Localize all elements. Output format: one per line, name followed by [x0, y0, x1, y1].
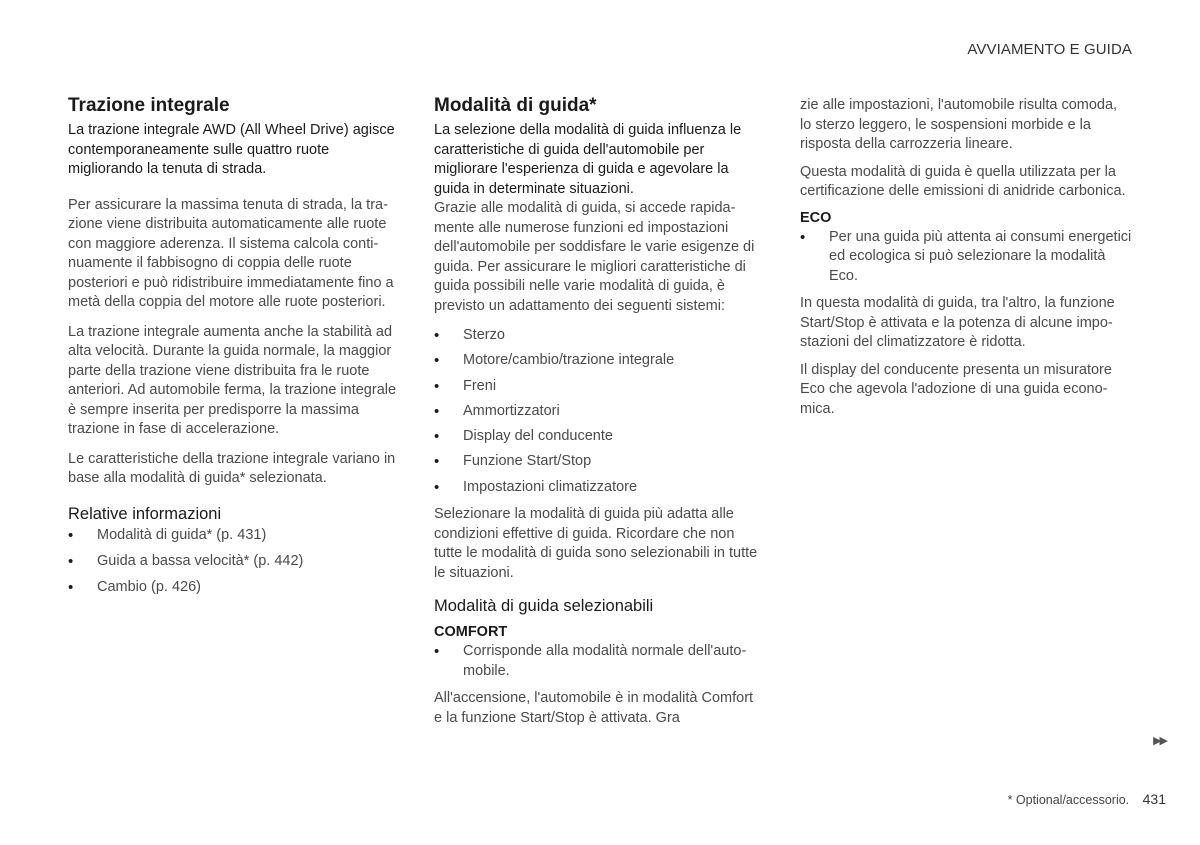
list-item: • Corrisponde alla modalità normale dell'automobile. [434, 642, 760, 681]
awd-lead: La trazione integrale AWD (All Wheel Drive) agisce contemporaneamente sulle quattro ruote migliorando la tenuta di strada. [68, 122, 395, 177]
continue-arrow-icon: ▶▶ [1153, 735, 1166, 747]
optional-footnote: * Optional/accessorio. [1007, 793, 1130, 807]
list-item: • Impostazioni climatizzatore [434, 478, 760, 498]
comfort-list [434, 642, 760, 681]
list-item: • Display del conducente [434, 427, 760, 447]
list-item: • Sterzo [434, 326, 760, 346]
eco-list [800, 228, 1132, 287]
list-item: • Freni [434, 377, 760, 397]
awd-paragraph-3: Le caratteristiche della trazione integrale variano in base alla modalità di guida* selezionata. [68, 450, 396, 486]
list-item: • Funzione Start/Stop [434, 452, 760, 472]
related-link-gearbox[interactable]: • Cambio (p. 426) [68, 578, 398, 598]
list-item: • Ammortizzatori [434, 402, 760, 422]
drive-modes-title: Modalità di guida* [434, 95, 597, 116]
continued-paragraph-4: Il display del conducente presenta un misuratore Eco che agevola l'adozione di una guida economica. [800, 361, 1112, 417]
selectable-modes-heading: Modalità di guida selezionabili [434, 597, 654, 616]
drive-modes-lead: La selezione della modalità di guida influenza le caratteristiche di guida dell'automobile per migliorare l'esperienza di guida e agevolare la guida in determinate situazioni. [434, 122, 742, 197]
page-footer [1008, 791, 1166, 807]
page-number: 431 [1142, 791, 1166, 807]
related-link-low-speed[interactable]: • Guida a bassa velocità* (p. 442) [68, 552, 398, 572]
awd-paragraph-2: La trazione integrale aumenta anche la stabilità ad alta velocità. Durante la guida normale, la maggior parte della trazione viene distribuita fra le ruote anteriori. Ad automobile ferma, la trazione integrale è sempre inserita per predisporre la massima trazione in fase di accelerazione. [68, 323, 397, 437]
continued-paragraph-1: zie alle impostazioni, l'automobile risulta comoda, lo sterzo leggero, le sospensioni morbide e la risposta della carrozzeria lineare. [800, 97, 1118, 152]
drive-modes-paragraph-2: Selezionare la modalità di guida più adatta alle condizioni effettive di guida. Ricordare che non tutte le modalità di guida sono selezionabili in tutte le situazioni. [434, 506, 758, 581]
list-item: • Motore/cambio/trazione integrale [434, 351, 760, 371]
drive-modes-paragraph-3: All'accensione, l'automobile è in modalità Comfort e la funzione Start/Stop è attivata. Gra [434, 690, 754, 726]
column-continued [800, 96, 1132, 419]
comfort-heading: COMFORT [434, 624, 508, 641]
list-item: • Per una guida più attenta ai consumi energetici ed ecologica si può selezionare la modalità Eco. [800, 228, 1132, 287]
column-drive-modes [434, 94, 760, 728]
continued-paragraph-3: In questa modalità di guida, tra l'altro, la funzione Start/Stop è attivata e la potenza di alcune impostazioni del climatizzatore è ridotta. [800, 295, 1115, 350]
eco-heading: ECO [800, 209, 832, 226]
related-info-heading: Relative informazioni [68, 504, 222, 523]
awd-paragraph-1: Per assicurare la massima tenuta di strada, la trazione viene distribuita automaticamente alle ruote con maggiore aderenza. Il sistema calcola continuamente il fabbisogno di coppia delle ruote posteriori e può ridistribuire immediatamente fino a metà della coppia del motore alle ruote posteriori. [68, 196, 394, 310]
related-info-list [68, 526, 398, 598]
continued-paragraph-2: Questa modalità di guida è quella utilizzata per la certificazione delle emissioni di anidride carbonica. [800, 163, 1126, 199]
related-link-drive-modes[interactable]: • Modalità di guida* (p. 431) [68, 526, 398, 546]
adapted-systems-list [434, 326, 760, 497]
column-awd [68, 94, 398, 604]
awd-title: Trazione integrale [68, 95, 230, 116]
section-title: AVVIAMENTO E GUIDA [967, 41, 1132, 58]
drive-modes-paragraph-1: Grazie alle modalità di guida, si accede rapidamente alle numerose funzioni ed impostazioni dell'automobile per soddisfare le varie esigenze di guida. Per assicurare le migliori caratteristiche di guida possibili nelle varie modalità di guida, è previsto un adattamento dei seguenti sistemi: [434, 200, 755, 314]
